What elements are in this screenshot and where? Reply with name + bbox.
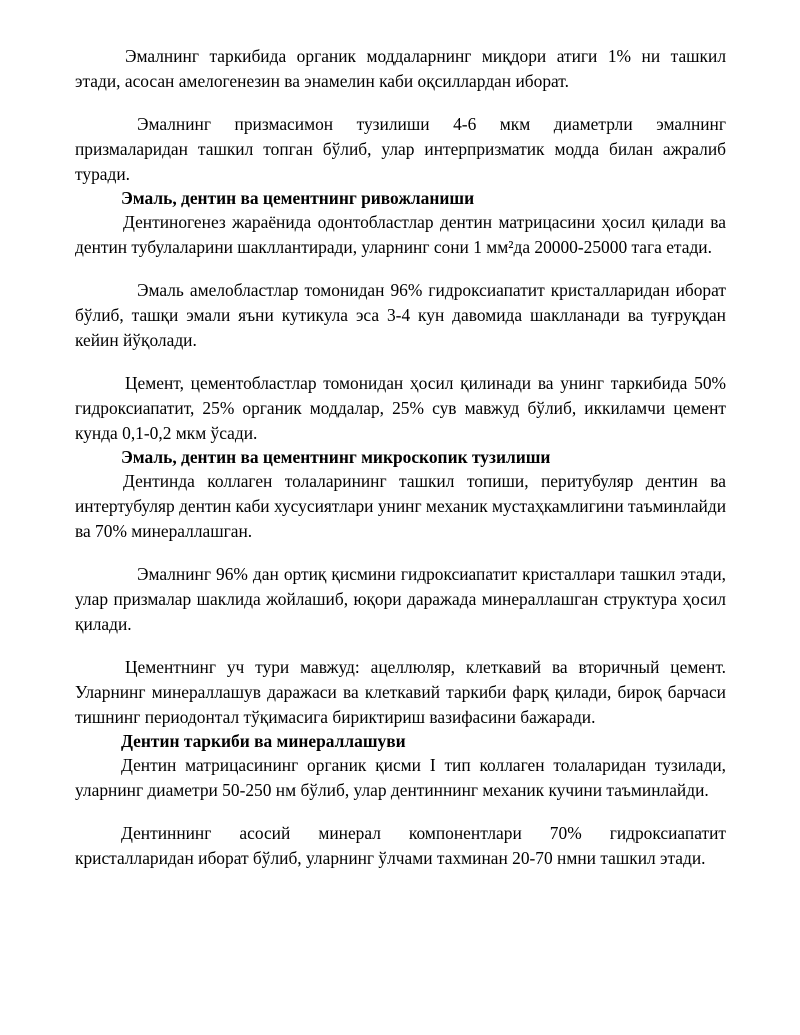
paragraph-enamel-prism: Эмалнинг призмасимон тузилиши 4-6 мкм диаметрли эмалнинг призмаларидан ташкил топган бўлиб, улар интерпризматик модда билан ажралиб туради. <box>75 114 726 184</box>
paragraph-dentin-matrix: Дентин матрицасининг органик қисми I тип коллаген толаларидан тузилади, уларнинг диаметри 50-250 нм бўлиб, улар дентиннинг механик кучини таъминлайди. <box>75 755 726 800</box>
paragraph-cement-types: Цементнинг уч тури мавжуд: ацеллюляр, клеткавий ва вторичный цемент. Уларнинг минераллашув даражаси ва клеткавий таркиби фарқ қилади, бироқ барчаси тишнинг периодонтал тўқимасига бириктириш вазифасини бажаради. <box>75 657 726 727</box>
section-heading-microscopic: Эмаль, дентин ва цементнинг микроскопик тузилиши <box>121 447 551 467</box>
paragraph-enamel-organic: Эмалнинг таркибида органик моддаларнинг миқдори атиги 1% ни ташкил этади, асосан амелогенезин ва энамелин каби оқсиллардан иборат. <box>75 46 726 91</box>
document-page <box>75 44 726 871</box>
paragraph-dentin-minerals: Дентиннинг асосий минерал компонентлари 70% гидроксиапатит кристалларидан иборат бўлиб, уларнинг ўлчами тахминан 20-70 нмни ташкил этади. <box>75 823 726 868</box>
paragraph-amelogenesis: Эмаль амелобластлар томонидан 96% гидроксиапатит кристалларидан иборат бўлиб, ташқи эмали яъни кутикула эса 3-4 кун давомида шаклланади ва туғруқдан кейин йўқолади. <box>75 280 726 350</box>
section-heading-dentin-composition: Дентин таркиби ва минераллашуви <box>121 731 406 751</box>
paragraph-dentinogenesis: Дентиногенез жараёнида одонтобластлар дентин матрицасини ҳосил қилади ва дентин тубулаларини шакллантиради, уларнинг сони 1 мм²да 20000-25000 тага етади. <box>75 212 726 257</box>
section-heading-development: Эмаль, дентин ва цементнинг ривожланиши <box>121 188 475 208</box>
paragraph-cementogenesis: Цемент, цементобластлар томонидан ҳосил қилинади ва унинг таркибида 50% гидроксиапатит, 25% органик моддалар, 25% сув мавжуд бўлиб, иккиламчи цемент кунда 0,1-0,2 мкм ўсади. <box>75 373 726 443</box>
paragraph-enamel-crystals: Эмалнинг 96% дан ортиқ қисмини гидроксиапатит кристаллари ташкил этади, улар призмалар шаклида жойлашиб, юқори даражада минераллашган структура ҳосил қилади. <box>75 564 726 634</box>
paragraph-dentin-collagen: Дентинда коллаген толаларининг ташкил топиши, перитубуляр дентин ва интертубуляр дентин каби хусусиятлари унинг механик мустаҳкамлигини таъминлайди ва 70% минераллашган. <box>75 471 726 541</box>
